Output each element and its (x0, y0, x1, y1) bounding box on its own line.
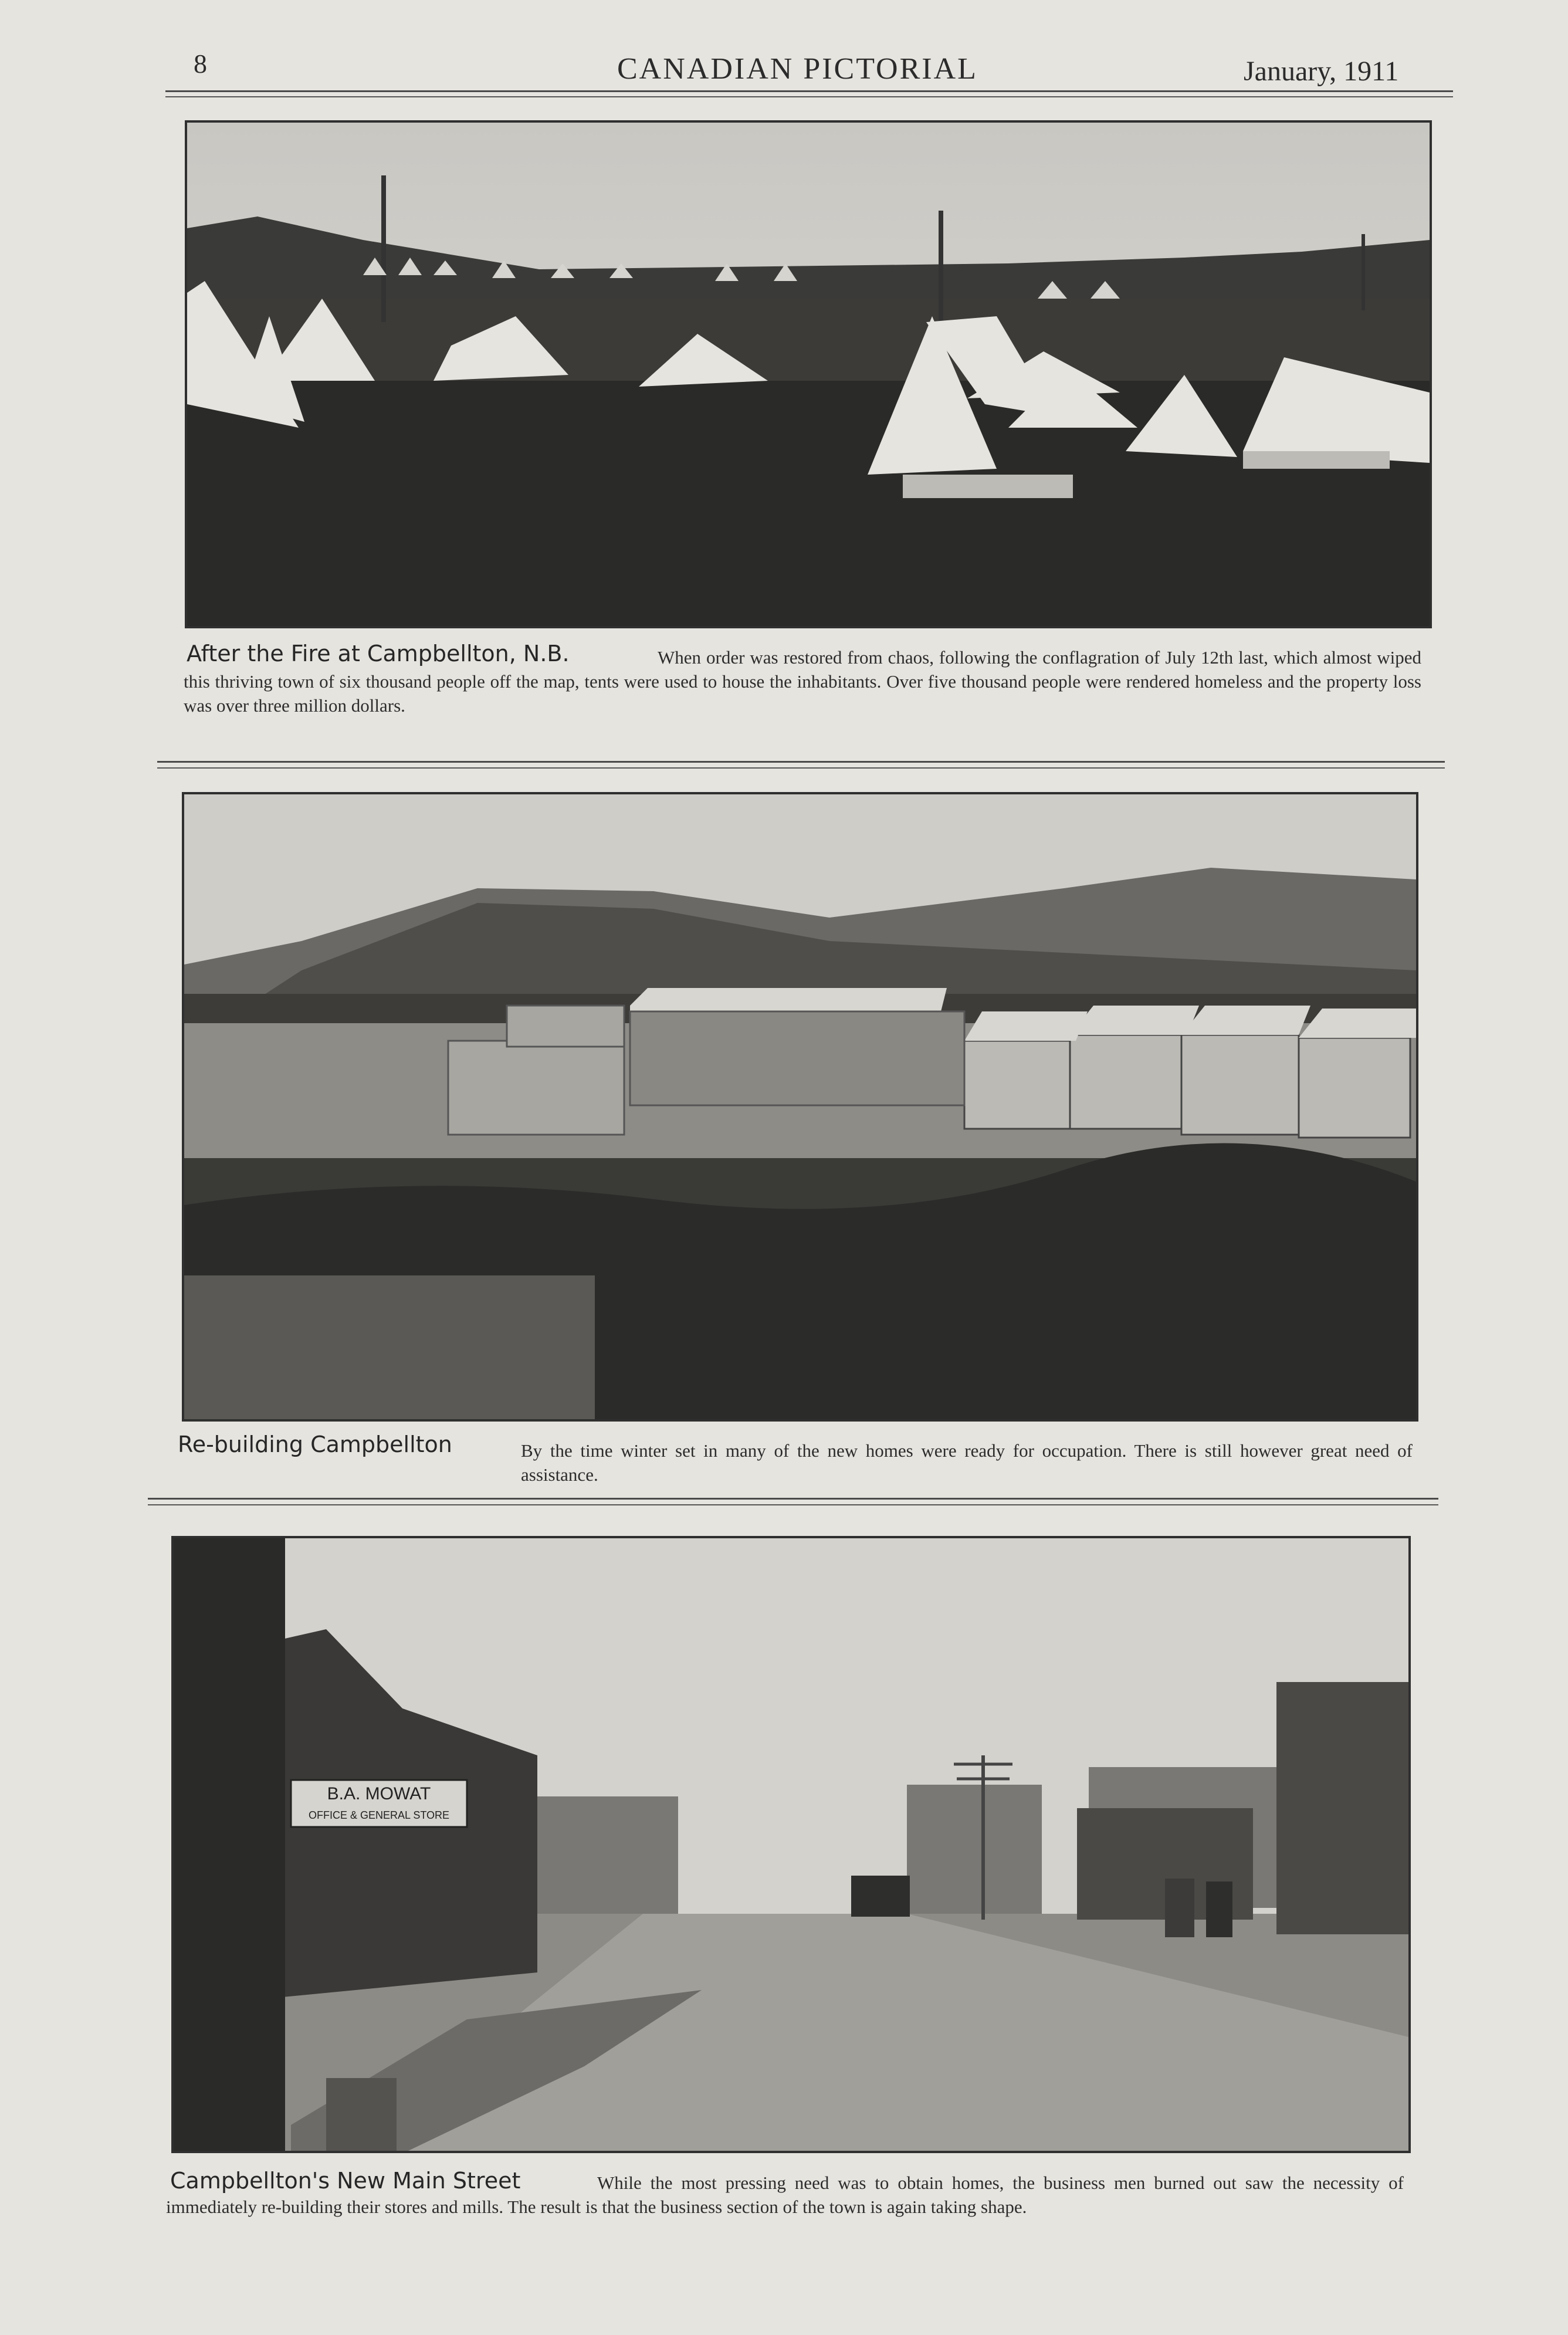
section-rule-1-thin (157, 767, 1445, 769)
photo-rebuilding (182, 792, 1418, 1422)
section-rule-1 (157, 761, 1445, 763)
caption-title-rebuilding: Re-building Campbellton (178, 1432, 452, 1457)
caption-title-main-street: Campbellton's New Main Street (170, 2168, 521, 2194)
store-sign-subtitle: OFFICE & GENERAL STORE (308, 1809, 450, 1821)
page-number: 8 (194, 49, 207, 79)
caption-text-rebuilding: By the time winter set in many of the new homes were ready for occupation. There is still however great need of assistance. (521, 1440, 1413, 1485)
caption-text-main-street: While the most pressing need was to obtain homes, the business men burned out saw the necessity of immediately re-building their stores and mills. The result is that the business section of the town is again taking shape. (166, 2172, 1404, 2217)
caption-title-tents: After the Fire at Campbellton, N.B. (187, 641, 570, 666)
header-rule (165, 90, 1453, 92)
publication-title: CANADIAN PICTORIAL (617, 52, 978, 86)
photo-main-street (171, 1536, 1411, 2153)
photo-tent-camp (185, 120, 1432, 628)
store-sign-name: B.A. MOWAT (327, 1784, 431, 1803)
section-rule-2 (148, 1498, 1438, 1500)
caption-text-tents: When order was restored from chaos, following the conflagration of July 12th last, which almost wiped this thriving town of six thousand people off the map, tents were used to house the inhabitants. Over five thousand people were rendered homeless and the property loss was over three million dollars. (184, 647, 1421, 716)
issue-date: January, 1911 (1244, 56, 1399, 87)
header-rule-thin (165, 96, 1453, 97)
section-rule-2-thin (148, 1504, 1438, 1505)
